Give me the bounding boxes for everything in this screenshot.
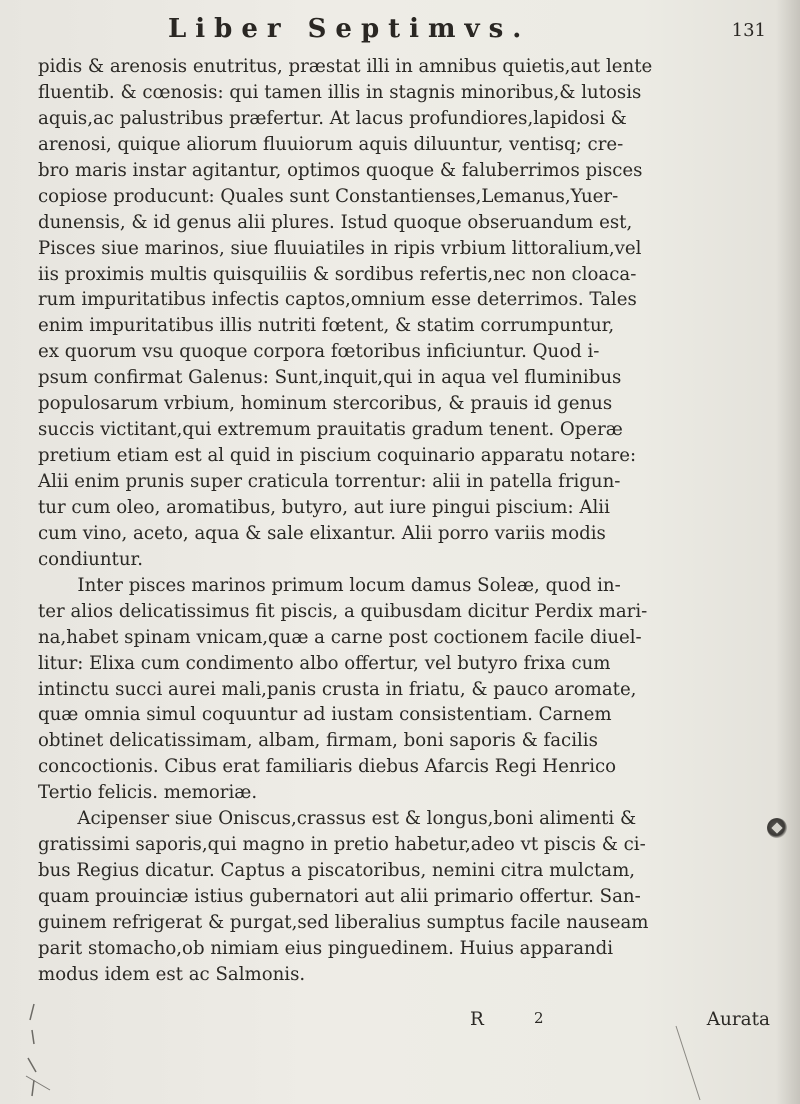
- text-line: guinem refrigerat & purgat,sed liberalius sumptus facile nauseam: [38, 911, 649, 933]
- page-footer: [470, 1009, 770, 1035]
- text-line: quæ omnia simul coquuntur ad iustam consistentiam. Carnem: [38, 704, 612, 726]
- text-line: tur cum oleo, aromatibus, butyro, aut iure pingui piscium: Alii: [38, 496, 610, 518]
- signature-mark: R: [470, 1009, 484, 1030]
- text-line: Pisces siue marinos, siue fluuiatiles in ripis vrbium littoralium,vel: [38, 237, 642, 259]
- text-line: ter alios delicatissimus fit piscis, a quibusdam dicitur Perdix mari-: [38, 600, 648, 622]
- text-line: copiose producunt: Quales sunt Constantienses,Lemanus,Yuer-: [38, 185, 619, 207]
- text-line: pidis & arenosis enutritus, præstat illi in amnibus quietis,aut lente: [38, 56, 653, 77]
- text-line: Alii enim prunis super craticula torrentur: alii in patella frigun-: [38, 471, 621, 492]
- page-number: 131: [731, 20, 766, 41]
- page-edge-shadow: [776, 0, 800, 1104]
- text-line: concoctionis. Cibus erat familiaris diebus Afarcis Regi Henrico: [38, 756, 617, 778]
- ink-blot-highlight: [771, 822, 782, 833]
- text-line: cum vino, aceto, aqua & sale elixantur. Alii porro variis modis: [38, 522, 606, 544]
- text-line: succis victitant,qui extremum prauitatis gradum tenent. Operæ: [38, 419, 623, 441]
- text-line: condiuntur.: [38, 548, 143, 570]
- text-line: populosarum vrbium, hominum stercoribus, & prauis id genus: [38, 393, 613, 415]
- text-line: obtinet delicatissimam, albam, firmam, boni saporis & facilis: [38, 730, 598, 752]
- text-line: litur: Elixa cum condimento albo offertur, vel butyro frixa cum: [38, 652, 611, 674]
- text-line: quam prouinciæ istius gubernatori aut alii primario offertur. San-: [38, 886, 641, 907]
- catchword: Aurata: [706, 1009, 770, 1030]
- text-line: iis proximis multis quisquiliis & sordibus refertis,nec non cloaca-: [38, 263, 637, 285]
- text-line: psum confirmat Galenus: Sunt,inquit,qui in aqua vel fluminibus: [38, 367, 622, 389]
- text-line: na,habet spinam vnicam,quæ a carne post coctionem facile diuel-: [38, 626, 642, 648]
- text-line: gratissimi saporis,qui magno in pretio habetur,adeo vt piscis & ci-: [38, 834, 646, 856]
- text-line: bro maris instar agitantur, optimos quoque & faluberrimos pisces: [38, 159, 643, 181]
- text-line: fluentib. & cœnosis: qui tamen illis in stagnis minoribus,& lutosis: [38, 81, 642, 103]
- text-line: enim impuritatibus illis nutriti fœtent, & statim corrumpuntur,: [38, 315, 615, 337]
- text-line: rum impuritatibus infectis captos,omnium esse deterrimos. Tales: [38, 289, 637, 311]
- ink-blot: [767, 818, 787, 838]
- corner-ink-mark: [674, 1024, 704, 1104]
- text-line: ex quorum vsu quoque corpora fœtoribus inficiuntur. Quod i-: [38, 341, 600, 363]
- text-line: bus Regius dicatur. Captus a piscatoribus, nemini citra mulctam,: [38, 860, 636, 882]
- text-line: dunensis, & id genus alii plures. Istud quoque obseruandum est,: [38, 211, 633, 233]
- text-line: Inter pisces marinos primum locum damus Soleæ, quod in-: [77, 574, 621, 596]
- running-head: [44, 8, 764, 48]
- text-line: intinctu succi aurei mali,panis crusta in friatu, & pauco aromate,: [38, 678, 637, 700]
- text-line: arenosi, quique aliorum fluuiorum aquis diluuntur, ventisq; cre-: [38, 133, 624, 155]
- text-line: Acipenser siue Oniscus,crassus est & longus,boni alimenti &: [77, 808, 637, 830]
- margin-ink-marks: [20, 1000, 60, 1100]
- text-line: pretium etiam est al quid in piscium coquinario apparatu notare:: [38, 445, 637, 467]
- text-line: Tertio felicis. memoriæ.: [38, 782, 258, 804]
- running-title: Liber Septimvs.: [168, 14, 531, 44]
- text-line: parit stomacho,ob nimiam eius pinguedinem. Huius apparandi: [38, 937, 614, 959]
- text-line: modus idem est ac Salmonis.: [38, 963, 306, 985]
- text-line: aquis,ac palustribus præfertur. At lacus profundiores,lapidosi &: [38, 107, 627, 129]
- body-text: [38, 54, 774, 988]
- signature-number: 2: [534, 1009, 544, 1027]
